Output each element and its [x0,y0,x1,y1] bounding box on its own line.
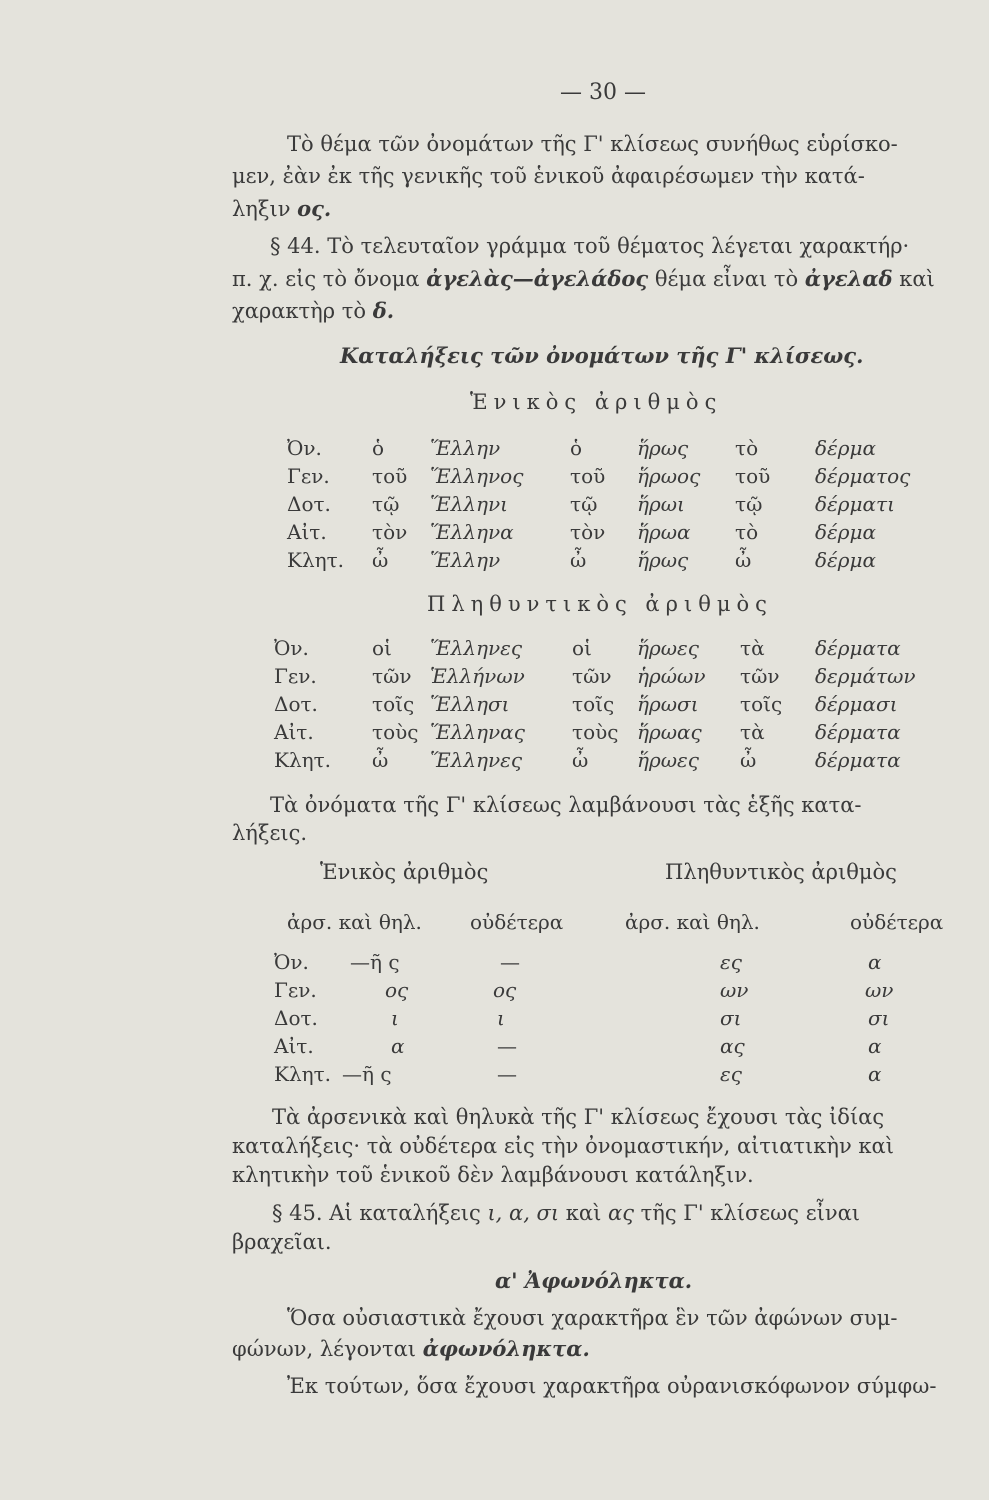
para1-line1: Τὸ θέμα τῶν ὀνομάτων τῆς Γ' κλίσεως συνήθως εὑρίσκο- [287,132,898,156]
sing-r1-art1: τοῦ [372,464,408,488]
plur-r3-art3: τὰ [740,720,765,744]
endings-r1-case: Γεν. [274,978,317,1002]
sing-r3-noun2: ἥρωα [637,520,691,544]
endings-col-masc-fem-sing: ἀρσ. καὶ θηλ. [287,910,422,934]
endings-col-masc-fem-plur: ἀρσ. καὶ θηλ. [625,910,760,934]
section-45-line2: βραχεῖαι. [232,1230,332,1254]
para3-line2: λήξεις. [232,821,308,845]
plur-r0-art1: οἱ [372,636,392,660]
sing-r3-art2: τὸν [570,520,606,544]
endings-r3-case: Αἰτ. [274,1034,314,1058]
sing-r4-noun2: ἥρως [637,548,689,572]
plur-r2-case: Δοτ. [274,692,318,716]
para7-line1: Ἐκ τούτων, ὅσα ἔχουσι χαρακτῆρα οὐρανισκόφωνον σύμφω- [287,1374,937,1398]
para4-line2: καταλήξεις· τὰ οὐδέτερα εἰς τὴν ὀνομαστικήν, αἰτιατικὴν καὶ [232,1134,894,1158]
para6-line2: φώνων, λέγονται ἀφωνόληκτα. [232,1336,590,1361]
endings-r0-ms: —ῆ ς [350,950,400,974]
plur-r0-noun3: δέρματα [815,636,901,660]
endings-r3-ms: α [391,1034,405,1058]
section-44-line2: π. χ. εἰς τὸ ὄνομα ἀγελὰς—ἀγελάδος θέμα εἶναι τὸ ἀγελαδ καὶ [232,266,935,291]
plur-r4-noun1: Ἕλληνες [430,748,523,772]
endings-r4-ns: — [497,1062,517,1086]
plur-r1-art3: τῶν [740,664,780,688]
sing-r2-art2: τῷ [570,492,598,516]
sing-r0-art2: ὁ [570,436,583,460]
para4-line3: κλητικὴν τοῦ ἑνικοῦ δὲν λαμβάνουσι κατάληξιν. [232,1163,754,1187]
plur-r2-art1: τοῖς [372,692,415,716]
sing-r0-art1: ὁ [372,436,385,460]
endings-r4-case: Κλητ. [274,1062,332,1086]
sing-r3-case: Αἰτ. [287,520,327,544]
plur-r3-noun3: δέρματα [815,720,901,744]
para6-line1: Ὅσα οὐσιαστικὰ ἔχουσι χαρακτῆρα ἓν τῶν ἀφώνων συμ- [287,1306,898,1330]
plur-r4-art3: ὦ [740,748,757,772]
para1-line2: μεν, ἐὰν ἐκ τῆς γενικῆς τοῦ ἑνικοῦ ἀφαιρέσωμεν τὴν κατά- [232,164,865,188]
endings-r2-mp: σι [720,1006,742,1030]
sing-r3-noun1: Ἕλληνα [430,520,514,544]
plur-r4-noun2: ἥρωες [637,748,699,772]
plur-r1-art2: τῶν [572,664,612,688]
endings-r4-mp: ες [720,1062,742,1086]
endings-r4-np: α [868,1062,882,1086]
singular-heading: Ἑνικὸς ἀριθμὸς [470,390,723,414]
plur-r0-art2: οἱ [572,636,592,660]
endings-singular-heading: Ἑνικὸς ἀριθμὸς [320,860,489,884]
section-45-line1: § 45. Αἱ καταλήξεις ι, α, σι καὶ ας τῆς Γ' κλίσεως εἶναι [272,1201,861,1225]
heading-aphonolekta: α' Ἀφωνόληκτα. [495,1268,693,1293]
plur-r3-noun2: ἥρωας [637,720,702,744]
plur-r1-art1: τῶν [372,664,412,688]
endings-r3-ns: — [497,1034,517,1058]
endings-r1-ns: ος [493,978,517,1002]
sing-r4-art1: ὦ [372,548,389,572]
sing-r3-noun3: δέρμα [815,520,877,544]
plur-r4-noun3: δέρματα [815,748,901,772]
sing-r2-case: Δοτ. [287,492,331,516]
plur-r2-noun3: δέρμασι [815,692,898,716]
sing-r1-noun2: ἥρωος [637,464,701,488]
sing-r2-noun2: ἥρωι [637,492,685,516]
sing-r4-art3: ὦ [735,548,752,572]
plur-r1-noun1: Ἑλλήνων [430,664,525,688]
endings-r1-np: ων [865,978,894,1002]
endings-r0-case: Ὀν. [274,950,309,974]
sing-r1-noun1: Ἕλληνος [430,464,524,488]
sing-r1-art2: τοῦ [570,464,606,488]
plur-r4-art2: ὦ [572,748,589,772]
sing-r1-case: Γεν. [287,464,330,488]
section-44-line3: χαρακτὴρ τὸ δ. [232,298,395,323]
endings-r4-ms: —ῆ ς [342,1062,392,1086]
endings-col-neuter-sing: οὐδέτερα [470,910,564,934]
sing-r3-art1: τὸν [372,520,408,544]
sing-r4-art2: ὦ [570,548,587,572]
plur-r3-art1: τοὺς [372,720,419,744]
plur-r2-noun2: ἥρωσι [637,692,699,716]
endings-r2-ns: ι [497,1006,505,1030]
endings-col-neuter-plur: οὐδέτερα [850,910,944,934]
endings-r3-np: α [868,1034,882,1058]
page-number: — 30 — [560,80,646,105]
sing-r4-case: Κλητ. [287,548,345,572]
endings-r2-np: σι [868,1006,890,1030]
heading-endings: Καταλήξεις τῶν ὀνομάτων τῆς Γ' κλίσεως. [340,343,864,368]
para4-line1: Τὰ ἀρσενικὰ καὶ θηλυκὰ τῆς Γ' κλίσεως ἔχουσι τὰς ἰδίας [272,1105,885,1129]
endings-r0-np: α [868,950,882,974]
plur-r2-noun1: Ἕλλησι [430,692,510,716]
plur-r0-noun1: Ἕλληνες [430,636,523,660]
plur-r4-case: Κλητ. [274,748,332,772]
para3-line1: Τὰ ὀνόματα τῆς Γ' κλίσεως λαμβάνουσι τὰς ἑξῆς κατα- [270,793,862,817]
sing-r4-noun1: Ἕλλην [430,548,501,572]
plur-r1-noun3: δερμάτων [815,664,916,688]
plur-r2-art2: τοῖς [572,692,615,716]
plural-heading: Πληθυντικὸς ἀριθμὸς [427,592,773,616]
plur-r3-case: Αἰτ. [274,720,314,744]
endings-r1-mp: ων [720,978,749,1002]
plur-r0-noun2: ἥρωες [637,636,699,660]
plur-r2-art3: τοῖς [740,692,783,716]
sing-r2-noun3: δέρματι [815,492,895,516]
plur-r0-case: Ὀν. [274,636,309,660]
sing-r0-noun3: δέρμα [815,436,877,460]
sing-r2-noun1: Ἕλληνι [430,492,509,516]
sing-r0-case: Ὀν. [287,436,322,460]
sing-r0-art3: τὸ [735,436,759,460]
endings-r3-mp: ας [720,1034,745,1058]
sing-r0-noun2: ἥρως [637,436,689,460]
plur-r4-art1: ὦ [372,748,389,772]
sing-r2-art1: τῷ [372,492,400,516]
sing-r1-art3: τοῦ [735,464,771,488]
endings-r2-case: Δοτ. [274,1006,318,1030]
para1-line3: ληξιν ος. [232,196,332,221]
endings-r1-ms: ος [385,978,409,1002]
section-44-line1: § 44. Τὸ τελευταῖον γράμμα τοῦ θέματος λέγεται χαρακτήρ· [270,234,910,258]
sing-r2-art3: τῷ [735,492,763,516]
plur-r1-noun2: ἡρώων [637,664,706,688]
plur-r3-noun1: Ἕλληνας [430,720,525,744]
sing-r0-noun1: Ἕλλην [430,436,501,460]
endings-r2-ms: ι [391,1006,399,1030]
endings-r0-mp: ες [720,950,742,974]
plur-r1-case: Γεν. [274,664,317,688]
sing-r4-noun3: δέρμα [815,548,877,572]
endings-r0-ns: — [500,950,520,974]
plur-r0-art3: τὰ [740,636,765,660]
sing-r3-art3: τὸ [735,520,759,544]
endings-plural-heading: Πληθυντικὸς ἀριθμὸς [665,860,897,884]
plur-r3-art2: τοὺς [572,720,619,744]
sing-r1-noun3: δέρματος [815,464,911,488]
